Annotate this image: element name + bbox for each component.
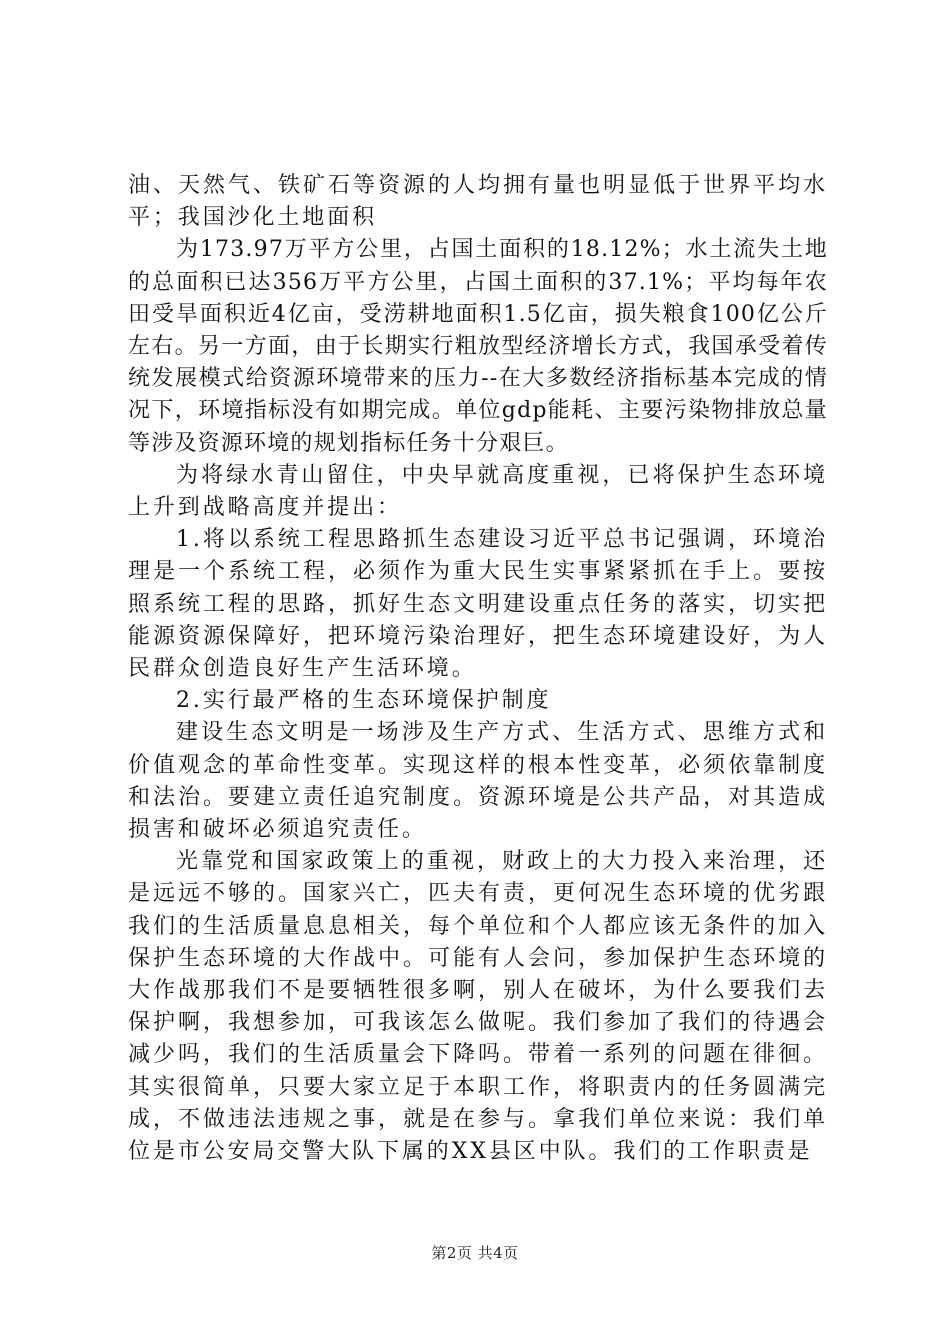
- paragraph-7: 光靠党和国家政策上的重视，财政上的大力投入来治理，还是远远不够的。国家兴亡，匹夫有责，更何况生态环境的优劣跟我们的生活质量息息相关，每个单位和个人都应该无条件的加入保护生态环境的大作战中。可能有人会问，参加保护生态环境的大作战那我们不是要牺牲很多啊，别人在破坏，为什么要我们去保护啊，我想参加，可我该怎么做呢。我们参加了我们的待遇会减少吗，我们的生活质量会下降吗。带着一系列的问题在徘徊。其实很简单，只要大家立足于本职工作，将职责内的任务圆满完成，不做违法违规之事，就是在参与。拿我们单位来说：我们单位是市公安局交警大队下属的XX县区中队。我们的工作职责是: [128, 849, 828, 1165]
- paragraph-6: 建设生态文明是一场涉及生产方式、生活方式、思维方式和价值观念的革命性变革。实现这样的根本性变革，必须依靠制度和法治。要建立责任追究制度。资源环境是公共产品，对其造成损害和破坏必须追究责任。: [128, 720, 828, 843]
- paragraph-1: 油、天然气、铁矿石等资源的人均拥有量也明显低于世界平均水平；我国沙化土地面积: [128, 173, 828, 231]
- document-body: [128, 170, 828, 1168]
- paragraph-3: 为将绿水青山留住，中央早就高度重视，已将保护生态环境上升到战略高度并提出：: [128, 462, 828, 521]
- page-footer: 第2页 共4页: [431, 1244, 519, 1262]
- paragraph-4: 1.将以系统工程思路抓生态建设习近平总书记强调，环境治理是一个系统工程，必须作为重大民生实事紧紧抓在手上。要按照系统工程的思路，抓好生态文明建设重点任务的落实，切实把能源资源保障好，把环境污染治理好，把生态环境建设好，为人民群众创造良好生产生活环境。: [128, 527, 828, 682]
- paragraph-5: 2.实行最严格的生态环境保护制度: [176, 688, 552, 714]
- paragraph-2: 为173.97万平方公里，占国土面积的18.12%；水土流失土地的总面积已达356万平方公里，占国土面积的37.1%；平均每年农田受旱面积近4亿亩，受涝耕地面积1.5亿亩，损失粮食100亿公斤左右。另一方面，由于长期实行粗放型经济增长方式，我国承受着传统发展模式给资源环境带来的压力--在大多数经济指标基本完成的情况下，环境指标没有如期完成。单位gdp能耗、主要污染物排放总量等涉及资源环境的规划指标任务十分艰巨。: [128, 237, 828, 456]
